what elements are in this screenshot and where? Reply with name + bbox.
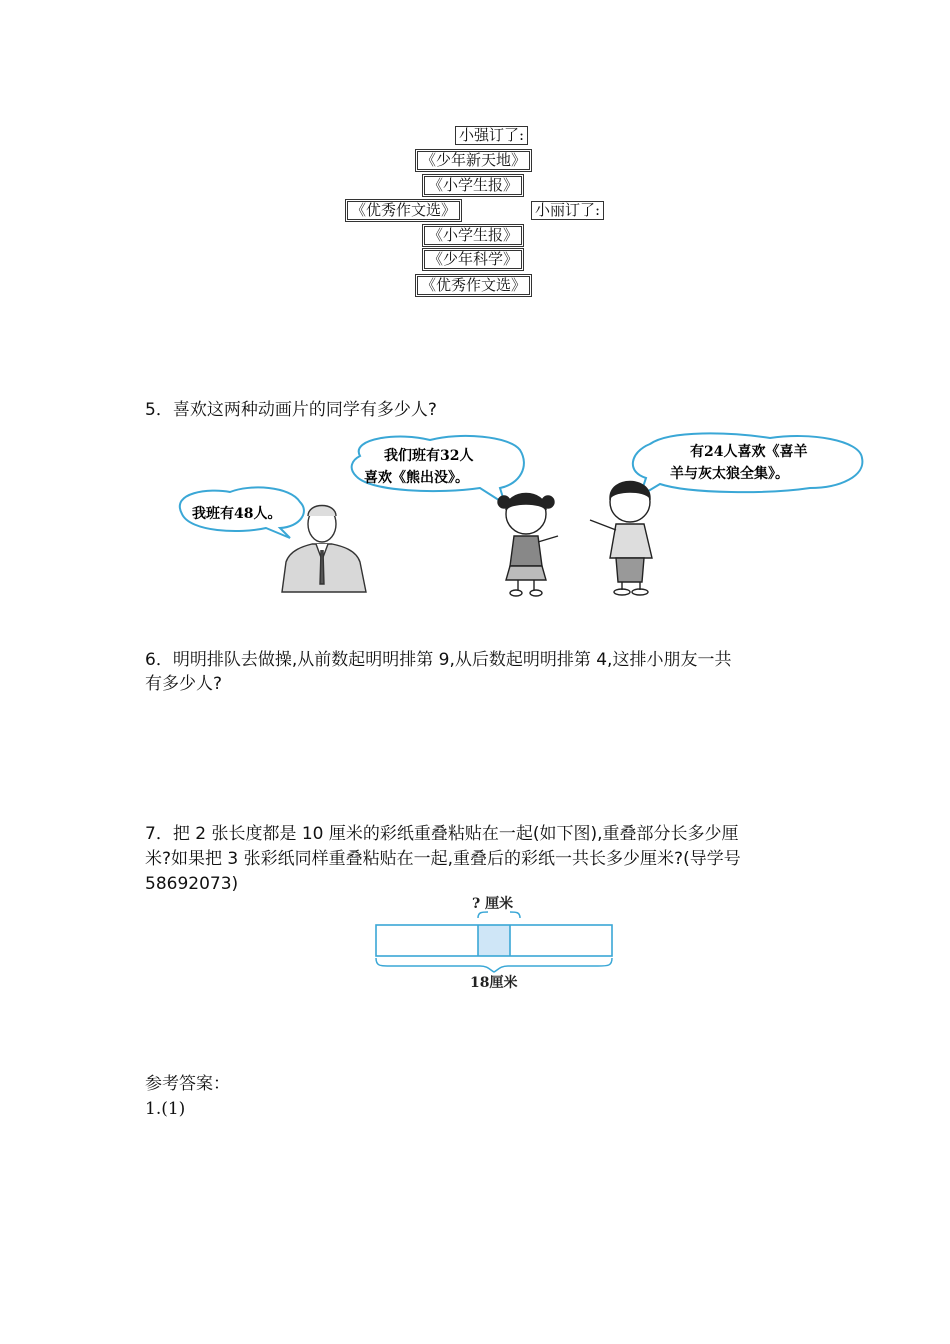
diagram-top-label: ? 厘米	[472, 896, 514, 912]
overlap-region	[478, 925, 510, 956]
question-7-line1: 7．把 2 张长度都是 10 厘米的彩纸重叠粘贴在一起(如下图),重叠部分长多少厘	[145, 824, 739, 844]
girl-bubble-line1: 我们班有32人	[384, 448, 474, 464]
answers-heading: 参考答案：	[145, 1074, 230, 1094]
paper-overlap-diagram	[370, 890, 620, 990]
answer-1: 1.(1)	[145, 1099, 186, 1119]
xiaoqiang-item-2: 《小学生报》	[424, 176, 522, 195]
boy-speech-bubble	[633, 433, 863, 496]
question-5: 5．喜欢这两种动画片的同学有多少人?	[145, 400, 437, 420]
top-brace	[478, 912, 520, 918]
xiaoli-label: 小丽订了:	[531, 201, 604, 220]
xiaoli-item-1: 《小学生报》	[424, 226, 522, 245]
question-6-line2: 有多少人?	[145, 674, 223, 694]
girl-bubble-line2: 喜欢《熊出没》。	[364, 470, 469, 486]
boy-bubble-line1: 有24人喜欢《喜羊	[690, 444, 808, 460]
boy-bubble-line2: 羊与灰太狼全集》。	[670, 466, 789, 482]
question-6-line1: 6．明明排队去做操,从前数起明明排第 9,从后数起明明排第 4,这排小朋友一共	[145, 650, 732, 670]
diagram-bottom-label: 18厘米	[470, 975, 518, 990]
xiaoqiang-item-3: 《优秀作文选》	[347, 201, 460, 220]
xiaoli-item-3: 《优秀作文选》	[417, 276, 530, 295]
xiaoqiang-label: 小强订了:	[455, 126, 528, 145]
girl-figure	[498, 494, 558, 597]
xiaoli-item-2: 《少年科学》	[424, 250, 522, 269]
teacher-bubble-text: 我班有48人。	[192, 506, 282, 522]
question-7-line2: 米?如果把 3 张彩纸同样重叠粘贴在一起,重叠后的彩纸一共长多少厘米?(导学号	[145, 849, 741, 869]
question-7-line3: 58692073)	[145, 874, 239, 894]
boy-figure	[590, 482, 652, 596]
bottom-brace	[376, 958, 612, 972]
xiaoqiang-item-1: 《少年新天地》	[417, 151, 530, 170]
q5-illustration	[170, 432, 870, 602]
